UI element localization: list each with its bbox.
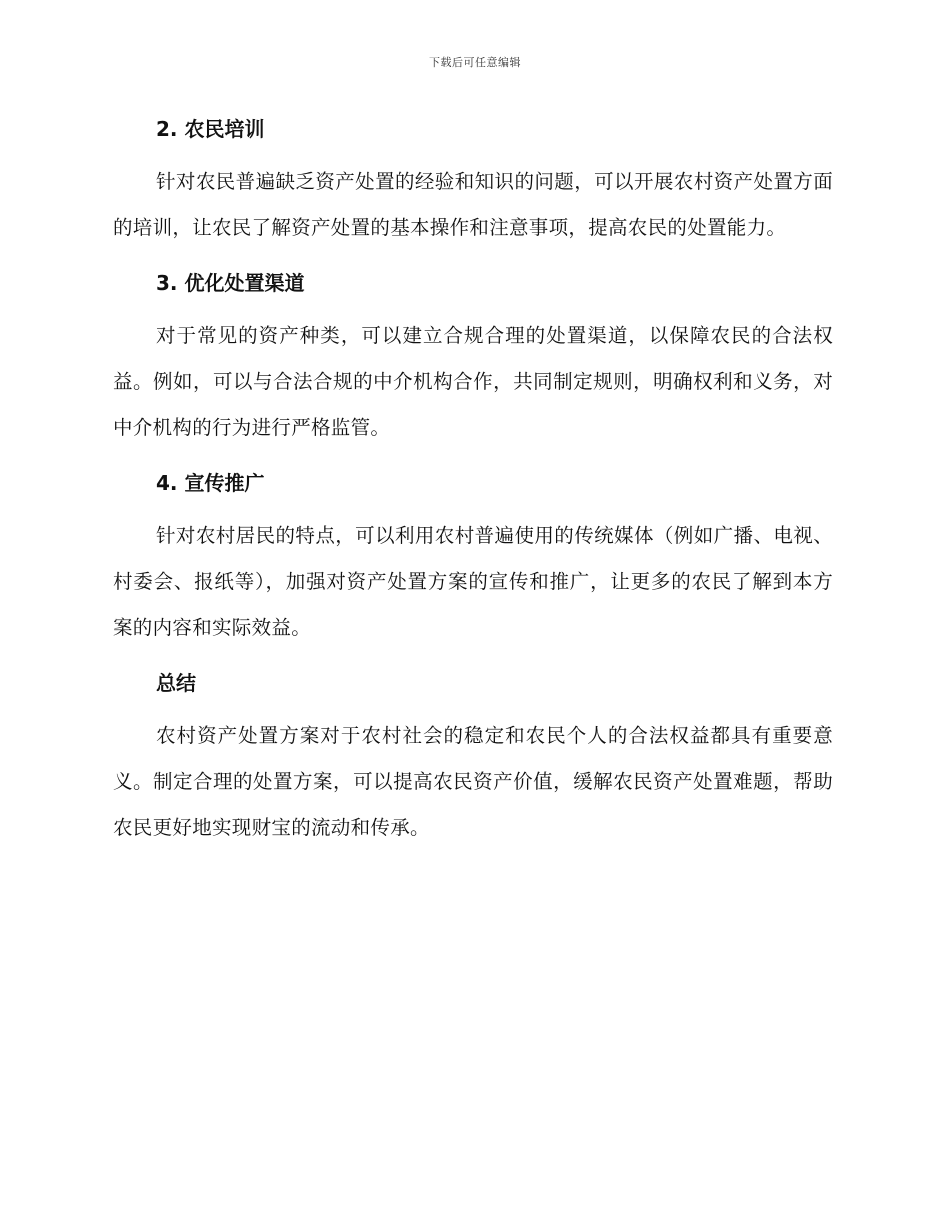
section-heading: 4. 宣传推广 xyxy=(156,471,265,495)
section-heading: 3. 优化处置渠道 xyxy=(156,271,305,295)
section-optimize-channels xyxy=(113,267,833,451)
section-heading: 总结 xyxy=(156,671,196,695)
document-body xyxy=(113,113,833,867)
header-note: 下载后可任意编辑 xyxy=(429,56,521,69)
section-paragraph: 对于常见的资产种类，可以建立合规合理的处置渠道，以保障农民的合法权益。例如，可以与合法合规的中介机构合作，共同制定规则，明确权利和义务，对中介机构的行为进行严格监管。 xyxy=(113,324,833,439)
section-heading: 2. 农民培训 xyxy=(156,117,265,141)
section-paragraph: 针对农村居民的特点，可以利用农村普遍使用的传统媒体（例如广播、电视、村委会、报纸等），加强对资产处置方案的宣传和推广，让更多的农民了解到本方案的内容和实际效益。 xyxy=(113,524,833,639)
section-paragraph: 针对农民普遍缺乏资产处置的经验和知识的问题，可以开展农村资产处置方面的培训，让农民了解资产处置的基本操作和注意事项，提高农民的处置能力。 xyxy=(113,170,833,239)
section-farmer-training xyxy=(113,113,833,251)
section-summary xyxy=(113,667,833,851)
section-promotion xyxy=(113,467,833,651)
section-paragraph: 农村资产处置方案对于农村社会的稳定和农民个人的合法权益都具有重要意义。制定合理的处置方案，可以提高农民资产价值，缓解农民资产处置难题，帮助农民更好地实现财宝的流动和传承。 xyxy=(113,724,833,839)
